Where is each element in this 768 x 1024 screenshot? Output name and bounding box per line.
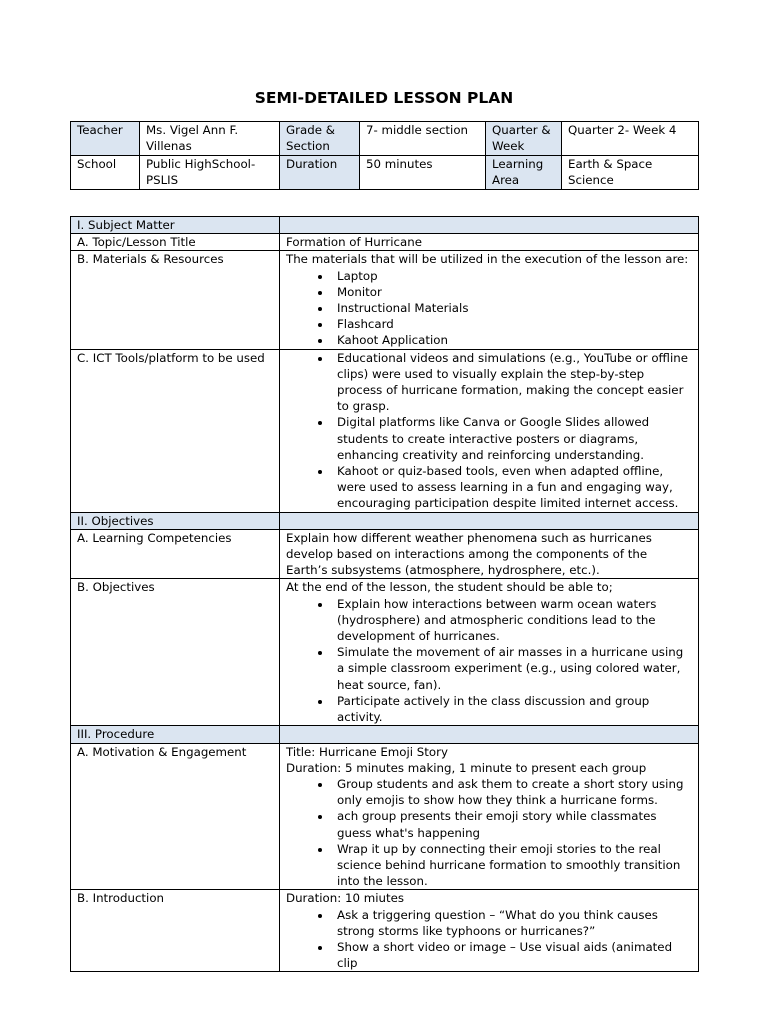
ict-cell (280, 349, 699, 512)
list-item: • Show a short video or image – Use visual aids (animated clip (332, 939, 692, 971)
competencies-label: A. Learning Competencies (71, 529, 280, 579)
lesson-plan-table (70, 216, 699, 972)
grade-value: 7- middle section (360, 122, 486, 156)
list-item: • Digital platforms like Canva or Google Slides allowed students to create interactive posters or diagrams, enhancing creativity and reinforcing understanding. (332, 414, 692, 463)
list-item: • Participate actively in the class discussion and group activity. (332, 693, 692, 725)
list-item: • Wrap it up by connecting their emoji stories to the real science behind hurricane formation to smoothly transition into the lesson. (332, 841, 692, 890)
introduction-cell (280, 890, 699, 972)
competencies-value: Explain how different weather phenomena such as hurricanes develop based on interactions among the components of the Earth’s subsystems (atmosphere, hydrosphere, etc.). (280, 529, 699, 579)
list-item: • ach group presents their emoji story while classmates guess what's happening (332, 808, 692, 840)
school-label: School (71, 156, 140, 190)
introduction-duration: Duration: 10 miutes (286, 891, 404, 906)
list-item: • Simulate the movement of air masses in a hurricane using a simple classroom experiment (e.g., using colored water, heat source, fan). (332, 644, 692, 693)
list-item: • Instructional Materials (332, 300, 692, 316)
quarter-value: Quarter 2- Week 4 (562, 122, 699, 156)
motivation-list (286, 776, 692, 889)
info-table (70, 121, 699, 190)
section-header: III. Procedure (71, 726, 280, 743)
grade-label: Grade & Section (280, 122, 360, 156)
ict-list (286, 350, 692, 512)
motivation-label: A. Motivation & Engagement (71, 743, 280, 890)
motivation-cell (280, 743, 699, 890)
topic-label: A. Topic/Lesson Title (71, 234, 280, 251)
objectives-intro: At the end of the lesson, the student should be able to; (286, 580, 613, 595)
area-value: Earth & Space Science (562, 156, 699, 190)
school-value: Public HighSchool-PSLIS (140, 156, 280, 190)
topic-value: Formation of Hurricane (280, 234, 699, 251)
motivation-title: Title: Hurricane Emoji Story (286, 744, 448, 759)
introduction-list (286, 907, 692, 972)
objectives-label: B. Objectives (71, 579, 280, 726)
teacher-value: Ms. Vigel Ann F. Villenas (140, 122, 280, 156)
list-item: • Ask a triggering question – “What do you think causes strong storms like typhoons or hurricanes?” (332, 907, 692, 939)
section-header: II. Objectives (71, 512, 280, 529)
teacher-label: Teacher (71, 122, 140, 156)
list-item: • Group students and ask them to create a short story using only emojis to show how they think a hurricane forms. (332, 776, 692, 808)
duration-value: 50 minutes (360, 156, 486, 190)
motivation-duration: Duration: 5 minutes making, 1 minute to present each group (286, 760, 647, 775)
list-item: • Explain how interactions between warm ocean waters (hydrosphere) and atmospheric conditions lead to the development of hurricanes. (332, 596, 692, 645)
list-item: • Flashcard (332, 316, 692, 332)
list-item: • Monitor (332, 284, 692, 300)
ict-label: C. ICT Tools/platform to be used (71, 349, 280, 512)
page-title: SEMI-DETAILED LESSON PLAN (254, 89, 514, 107)
objectives-list (286, 596, 692, 726)
materials-list (286, 268, 692, 349)
introduction-label: B. Introduction (71, 890, 280, 972)
area-label: Learning Area (486, 156, 562, 190)
duration-label: Duration (280, 156, 360, 190)
list-item: • Laptop (332, 268, 692, 284)
list-item: • Kahoot or quiz-based tools, even when adapted offline, were used to assess learning in a fun and engaging way, encouraging participation despite limited internet access. (332, 463, 692, 512)
list-item: • Educational videos and simulations (e.g., YouTube or offline clips) were used to visually explain the step-by-step process of hurricane formation, making the concept easier to grasp. (332, 350, 692, 415)
materials-intro: The materials that will be utilized in the execution of the lesson are: (286, 252, 689, 267)
list-item: • Kahoot Application (332, 332, 692, 348)
materials-label: B. Materials & Resources (71, 251, 280, 349)
objectives-cell (280, 579, 699, 726)
section-header: I. Subject Matter (71, 217, 280, 234)
quarter-label: Quarter & Week (486, 122, 562, 156)
materials-cell (280, 251, 699, 349)
